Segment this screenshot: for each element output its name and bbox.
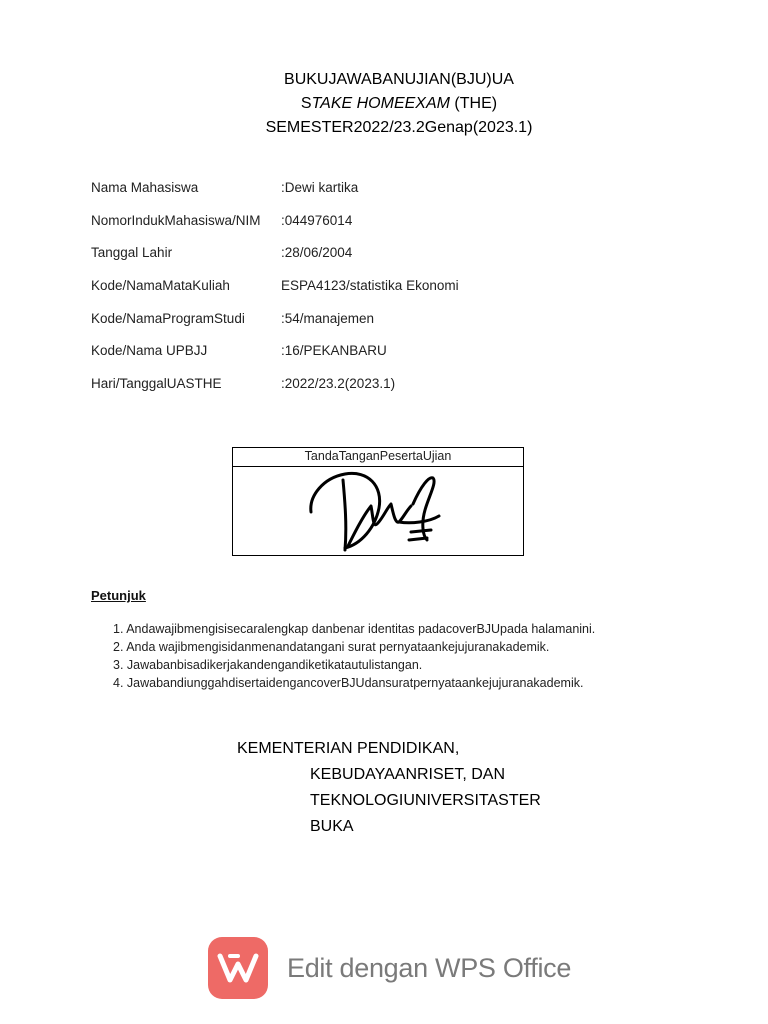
ministry-block xyxy=(237,736,541,840)
info-label: Kode/NamaProgramStudi xyxy=(91,310,245,326)
list-item: 2. Anda wajibmengisidanmenandatangani surat pernyataankejujuranakademik. xyxy=(113,640,550,654)
info-label: Nama Mahasiswa xyxy=(91,180,199,195)
title-line-1: BUKUJAWABANUJIAN(BJU)UA xyxy=(284,71,514,88)
info-value: :28/06/2004 xyxy=(281,245,353,261)
title-line-2-suffix: (THE) xyxy=(449,95,498,112)
title-line-2 xyxy=(0,92,768,116)
info-row-program xyxy=(91,311,459,344)
info-row-name xyxy=(91,180,459,213)
info-row-course xyxy=(91,278,459,311)
info-label: NomorIndukMahasiswa/NIM xyxy=(91,212,261,228)
wps-edit-link[interactable]: Edit dengan WPS Office xyxy=(287,952,572,983)
info-row-exam-date xyxy=(91,376,459,409)
info-label: Hari/TanggalUASTHE xyxy=(91,376,222,392)
title-line-2-prefix: S xyxy=(300,95,312,112)
ministry-line-4: BUKA xyxy=(310,818,354,835)
info-label: Kode/NamaMataKuliah xyxy=(91,278,230,294)
info-value: ESPA4123/statistika Ekonomi xyxy=(281,278,459,294)
ministry-line-1: KEMENTERIAN PENDIDIKAN, xyxy=(237,740,460,757)
petunjuk-heading: Petunjuk xyxy=(91,588,146,603)
signature-header: TandaTanganPesertaUjian xyxy=(233,448,523,467)
info-row-upbjj xyxy=(91,343,459,376)
petunjuk-list xyxy=(113,620,595,692)
edit-with-wps-banner[interactable] xyxy=(208,936,571,1000)
list-item: 1. Andawajibmengisisecaralengkap danbenar identitas padacoverBJUpada halamanini. xyxy=(113,622,596,636)
title-line-2-italic: TAKE HOMEEXAM xyxy=(311,95,450,112)
ministry-line-2: KEBUDAYAANRISET, DAN xyxy=(310,766,506,783)
info-value: :16/PEKANBARU xyxy=(281,343,387,359)
info-row-birthdate xyxy=(91,245,459,278)
info-value: :Dewi kartika xyxy=(281,180,359,195)
ministry-line-3: TEKNOLOGIUNIVERSITASTER xyxy=(310,792,541,809)
info-label: Kode/Nama UPBJJ xyxy=(91,343,208,359)
info-value: :2022/23.2(2023.1) xyxy=(281,376,396,392)
handwritten-signature xyxy=(233,466,523,555)
list-item: 3. Jawabanbisadikerjakandengandiketikatautulistangan. xyxy=(113,658,423,672)
info-value: :54/manajemen xyxy=(281,310,375,326)
wps-logo-icon[interactable] xyxy=(208,937,268,999)
info-row-nim xyxy=(91,213,459,246)
student-info-table xyxy=(91,180,459,409)
title-line-3: SEMESTER2022/23.2Genap(2023.1) xyxy=(265,119,533,136)
signature-box xyxy=(232,447,524,556)
list-item: 4. JawabandiunggahdisertaidengancoverBJUdansuratpernyataankejujuranakademik. xyxy=(113,676,584,690)
info-value: :044976014 xyxy=(281,212,353,228)
document-title xyxy=(0,68,768,140)
info-label: Tanggal Lahir xyxy=(91,245,173,261)
wps-w-glyph-icon xyxy=(216,950,260,986)
